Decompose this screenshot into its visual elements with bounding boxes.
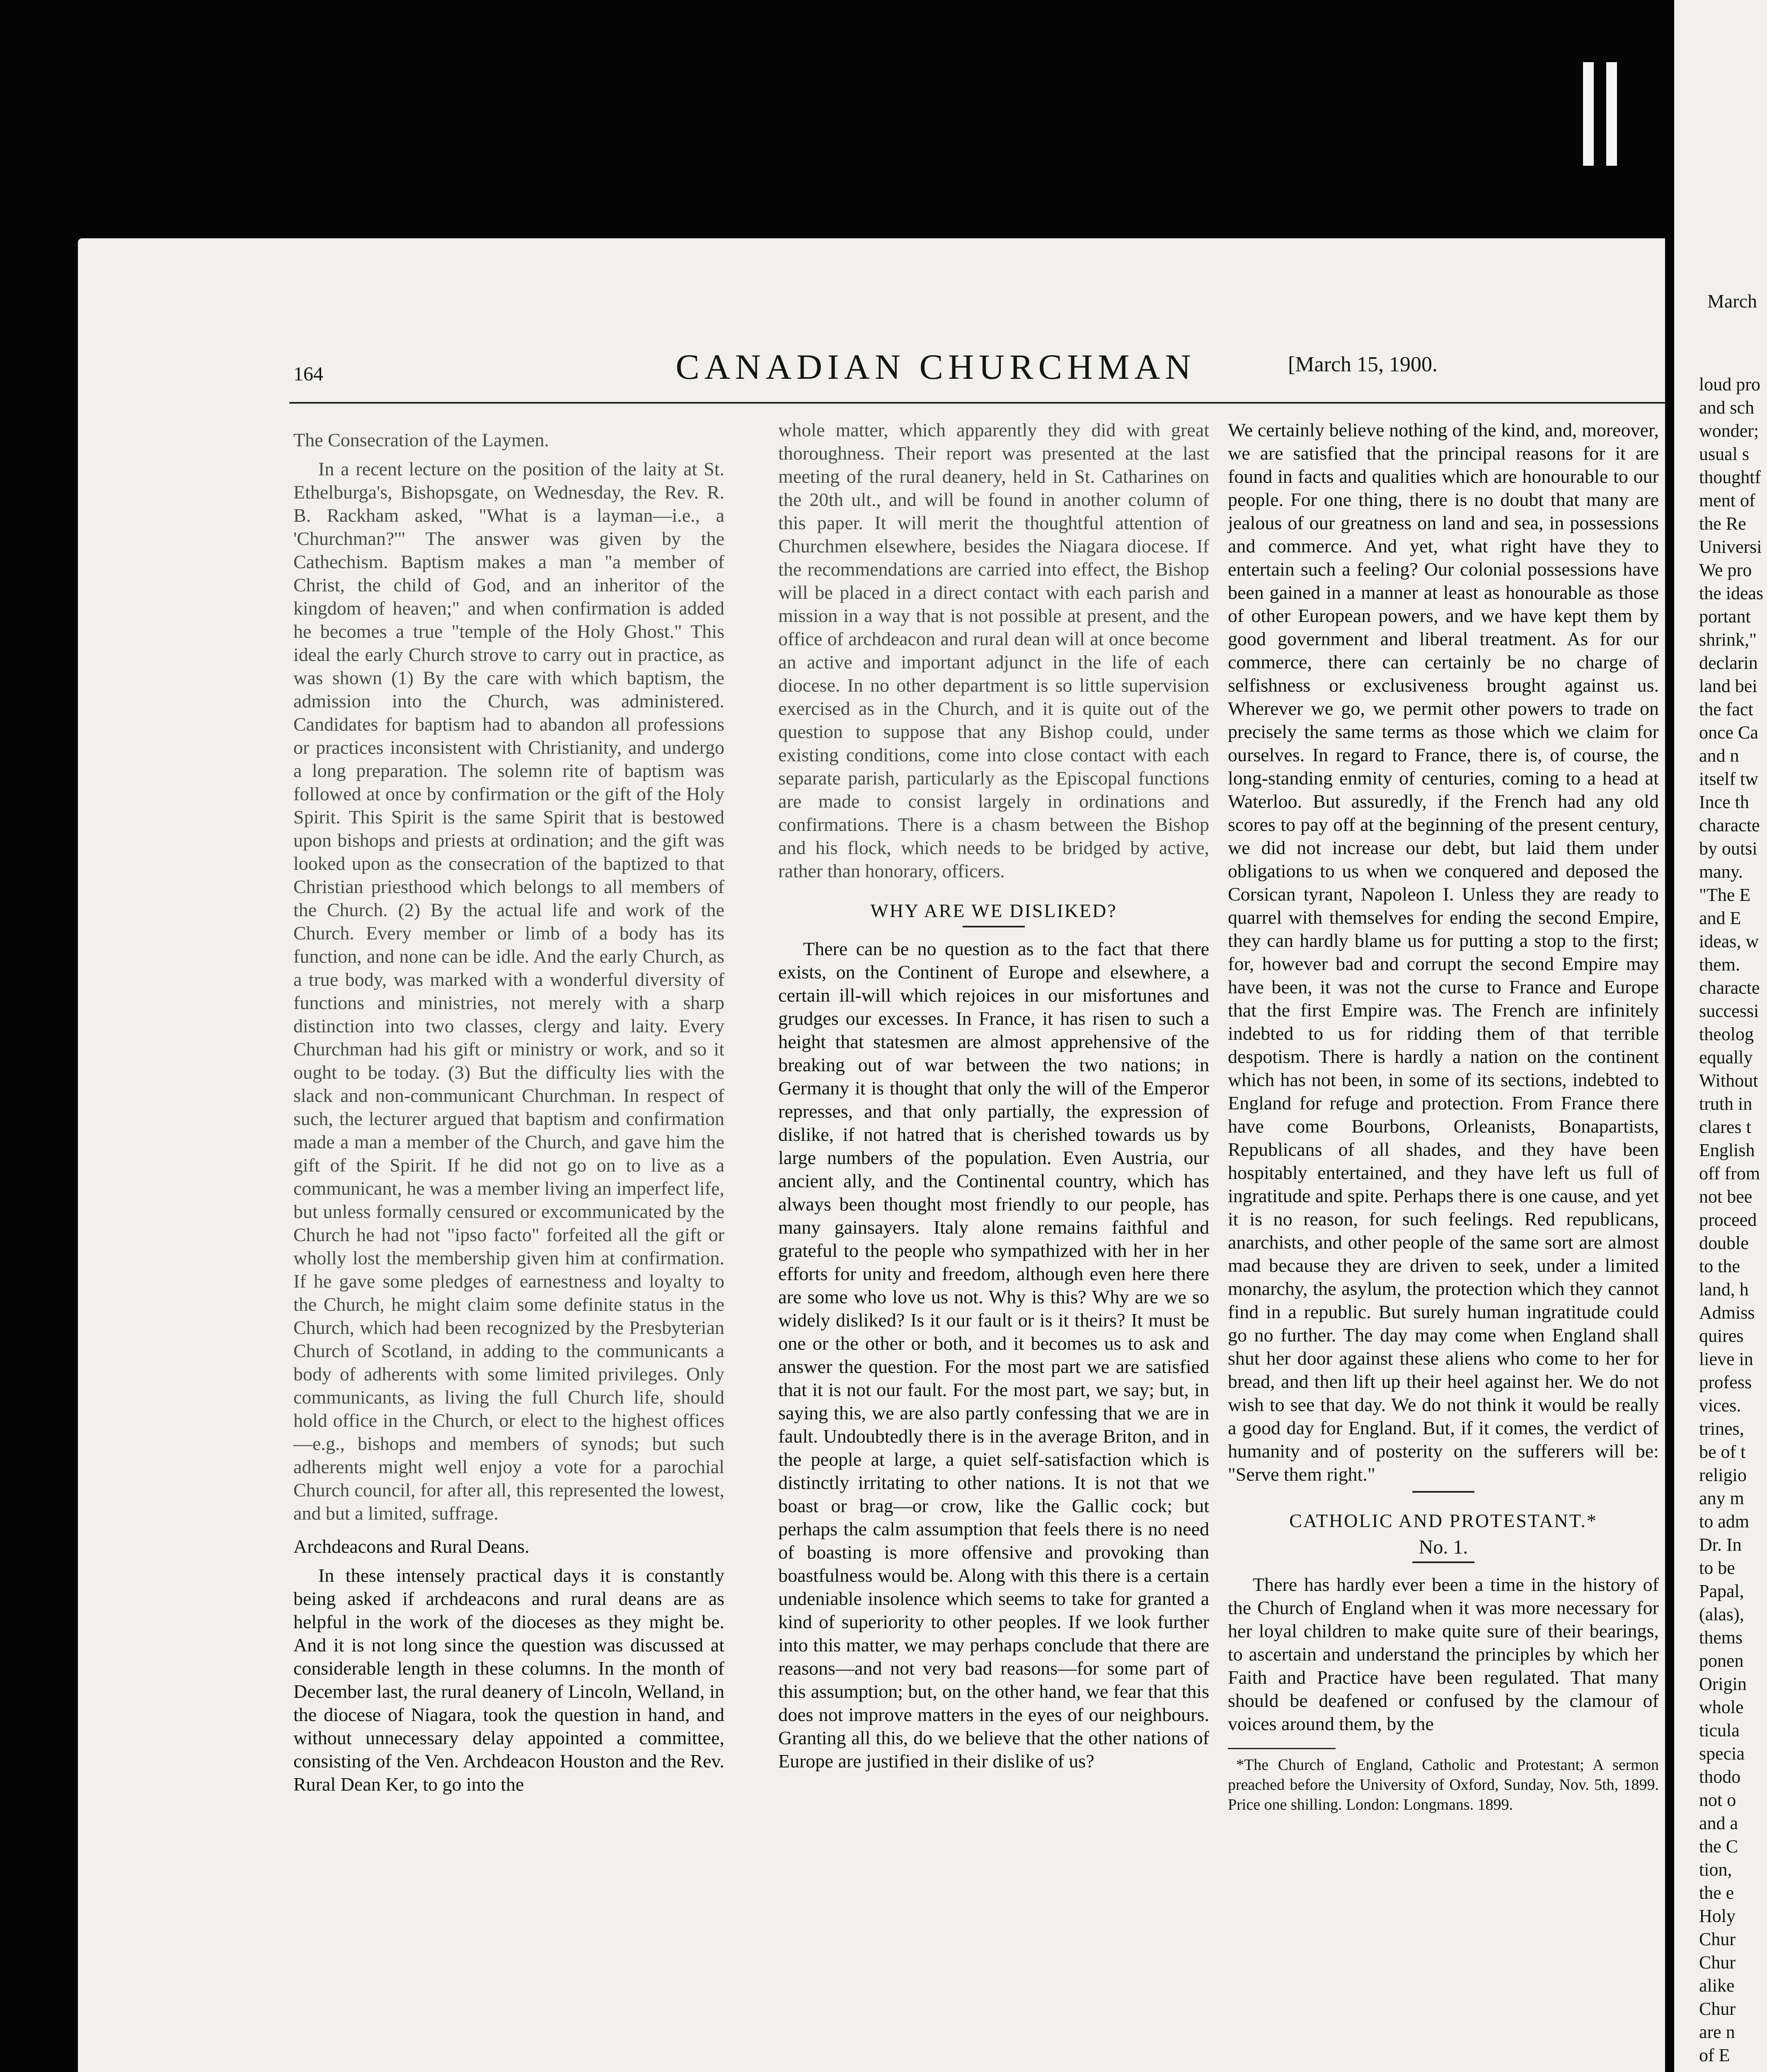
adjacent-page-line: (alas), xyxy=(1699,1604,1744,1624)
adjacent-page-line: whole xyxy=(1699,1697,1744,1717)
adjacent-page-line: not o xyxy=(1699,1790,1736,1810)
adjacent-page-line: thems xyxy=(1699,1627,1743,1648)
adjacent-page-line: by outsi xyxy=(1699,838,1757,859)
adjacent-page-line: We pro xyxy=(1699,560,1752,580)
binding-bar xyxy=(1606,62,1617,166)
adjacent-page-line: Papal, xyxy=(1699,1581,1744,1601)
adjacent-page-line: trines, xyxy=(1699,1418,1744,1439)
column-1 xyxy=(293,419,724,1801)
adjacent-page-line: loud pro xyxy=(1699,374,1760,395)
header-rule xyxy=(289,402,1665,404)
adjacent-page-line: are n xyxy=(1699,2022,1735,2042)
adjacent-page-line: successi xyxy=(1699,1001,1759,1021)
adjacent-page-line: land, h xyxy=(1699,1279,1749,1300)
adjacent-page-line: and E xyxy=(1699,908,1741,928)
section-title: CATHOLIC AND PROTESTANT.* xyxy=(1289,1510,1598,1531)
adjacent-page-line: profess xyxy=(1699,1372,1752,1392)
adjacent-page-line: thodo xyxy=(1699,1767,1741,1787)
adjacent-page-line: ment of xyxy=(1699,490,1755,511)
adjacent-page-line: the ideas xyxy=(1699,583,1764,603)
adjacent-page-line: vices. xyxy=(1699,1395,1741,1416)
article-heading: The Consecration of the Laymen. xyxy=(293,429,549,450)
adjacent-page-line: equally xyxy=(1699,1047,1753,1067)
adjacent-page-line: the C xyxy=(1699,1836,1738,1857)
article-paragraph: There can be no question as to the fact that there exists, on the Continent of Europe and elsewhere, a certain ill-will which rejoices in our misfortunes and grudges our excesses. In France, it has risen to such a height that statesmen are almost apprehensive of the breaking out of war between the two nations; in Germany it is thought that only the will of the Emperor represses, and that only partially, the expression of dislike, if not hatred that is cherished towards us by large numbers of the population. Even Austria, our ancient ally, and the Continental country, which has always been thought most friendly to our people, has many gainsayers. Italy alone remains faithful and grateful to the people who sympathized with her in her efforts for unity and freedom, although even here there are some who love us not. Why is this? Why are we so widely disliked? Is it our fault or is it theirs? It must be one or the other or both, and it becomes us to ask and answer the question. For the most part we are satisfied that it is not our fault. For the most part, we say; but, in saying this, we are also partly confessing that we are in fault. Undoubtedly there is in the average Briton, and in the people at large, a quiet self-satisfaction which is distinctly irritating to other nations. It is not that we boast or brag—or crow, like the Gallic cock; but perhaps the calm assumption that feels there is no need of boasting is more offensive and provoking than boastfulness would be. Along with this there is a certain undeniable insolence which seems to take for granted a kind of superiority to other peoples. If we look further into this matter, we may perhaps conclude that there are reasons—and not very bad reasons—for some part of this assumption; but, on the other hand, we fear that this does not improve matters in the eyes of our neighbours. Granting all this, do we believe that the other nations of Europe are justified in their dislike of us? xyxy=(778,938,1209,1772)
section-title: WHY ARE WE DISLIKED? xyxy=(870,900,1117,921)
article-paragraph: In these intensely practical days it is constantly being asked if archdeacons and rural deans are as helpful in the work of the dioceses as they might be. And it is not long since the question was discussed at considerable length in these columns. In the month of December last, the rural deanery of Lincoln, Welland, in the diocese of Niagara, took the question in hand, and without unnecessary delay appointed a committee, consisting of the Ven. Archdeacon Houston and the Rev. Rural Dean Ker, to go into the xyxy=(293,1565,724,1795)
adjacent-page-line: characte xyxy=(1699,978,1760,998)
section-rule xyxy=(1412,1491,1474,1493)
adjacent-page-line: truth in xyxy=(1699,1094,1752,1114)
adjacent-page-line: religio xyxy=(1699,1465,1747,1485)
adjacent-page-line: English xyxy=(1699,1140,1755,1160)
adjacent-page-line: ticula xyxy=(1699,1720,1740,1740)
adjacent-page-line: to adm xyxy=(1699,1511,1749,1532)
page-number: 164 xyxy=(293,363,323,385)
adjacent-page-line: tion, xyxy=(1699,1859,1732,1880)
adjacent-page-line: of E xyxy=(1699,2045,1730,2065)
adjacent-page-line: the fact xyxy=(1699,699,1753,719)
issue-date: [March 15, 1900. xyxy=(1288,353,1438,376)
adjacent-page-line: declarin xyxy=(1699,653,1758,673)
adjacent-page-line: Chur xyxy=(1699,1999,1736,2019)
adjacent-page-line: off from xyxy=(1699,1163,1760,1184)
adjacent-page-line: double xyxy=(1699,1233,1749,1253)
adjacent-page-header: March xyxy=(1707,290,1757,312)
adjacent-page-line: and a xyxy=(1699,1813,1738,1833)
adjacent-page-line: ponen xyxy=(1699,1651,1744,1671)
adjacent-page-line: to the xyxy=(1699,1256,1740,1276)
adjacent-page-line: quires xyxy=(1699,1326,1744,1346)
adjacent-page-line: characte xyxy=(1699,815,1760,835)
adjacent-page-line: wonder; xyxy=(1699,421,1759,441)
masthead: CANADIAN CHURCHMAN xyxy=(675,347,1196,387)
adjacent-page-line: "The E xyxy=(1699,885,1751,905)
binding-bar xyxy=(1583,62,1594,166)
adjacent-page-line: and n xyxy=(1699,746,1739,766)
footnote: *The Church of England, Catholic and Protestant; A sermon preached before the University of Oxford, Sunday, Nov. 5th, 1899. Price one shilling. London: Longmans. 1899. xyxy=(1228,1756,1659,1813)
adjacent-page-line: alike xyxy=(1699,1975,1735,1996)
adjacent-page-line: itself tw xyxy=(1699,769,1758,789)
adjacent-page-line: Chur xyxy=(1699,1952,1736,1973)
article-paragraph: In a recent lecture on the position of the laity at St. Ethelburga's, Bishopsgate, on Wednesday, the Rev. R. B. Rackham asked, "What is a layman—i.e., a 'Churchman?'" The answer was given by the Cathechism. Baptism makes a man "a member of Christ, the child of God, and an inheritor of the kingdom of heaven;" and when confirmation is added he becomes a true "temple of the Holy Ghost." This ideal the early Church strove to carry out in practice, as was shown (1) By the care with which baptism, the admission into the Church, was administered. Candidates for baptism had to abandon all professions or practices inconsistent with Christianity, and undergo a long preparation. The solemn rite of baptism was followed at once by confirmation or the gift of the Holy Spirit. This Spirit is the same Spirit that is bestowed upon bishops and priests at ordination; and the gift was looked upon as the consecration of the baptized to that Christian priesthood which belongs to all members of the Church. (2) By the actual life and work of the Church. Every member or limb of a body has its function, and none can be idle. And the early Church, as a true body, was marked with a wonderful diversity of functions and ministries, not merely with a sharp distinction into two classes, clergy and laity. Every Churchman had his gift or ministry or work, and so it ought to be today. (3) But the difficulty lies with the slack and non-communicant Churchman. In respect of such, the lecturer argued that baptism and confirmation made a man a member of the Church, and gave him the gift of the Spirit. If he did not go on to live as a communicant, he was a member living an imperfect life, but unless formally censured or excommunicated by the Church he had not "ipso facto" forfeited all the gift or wholly lost the membership given him at confirmation. If he gave some pledges of earnestness and loyalty to the Church, he might claim some definite status in the Church, which had been recognized by the Presbyterian Church of Scotland, in adding to the communicants a body of adherents with some limited privileges. Only communicants, as living the full Church life, should hold office in the Church, or elect to the highest offices—e.g., bishops and members of synods; but such adherents might well enjoy a vote for a parochial Church council, for after all, this represented the lowest, and but a limited, suffrage. xyxy=(293,458,724,1524)
adjacent-page-line: proceed xyxy=(1699,1210,1757,1230)
adjacent-page-line: any m xyxy=(1699,1488,1744,1508)
article-paragraph: whole matter, which apparently they did with great thoroughness. Their report was presented at the last meeting of the rural deanery, held in St. Catharines on the 20th ult., and will be found in another column of this paper. It will merit the thoughtful attention of Churchmen elsewhere, besides the Niagara diocese. If the recommendations are carried into effect, the Bishop will be placed in a direct contact with each parish and mission in a way that is not possible at present, and the office of archdeacon and rural dean will at once become an active and important adjunct in the life of each diocese. In no other department is so little supervision exercised as in the Church, and it is quite out of the question to suppose that any Bishop could, under existing conditions, come into close contact with each separate parish, particularly as the Episcopal functions are made to consist largely in ordinations and confirmations. There is a chasm between the Bishop and his flock, which needs to be bridged by active, rather than honorary, officers. xyxy=(778,419,1209,881)
adjacent-page-line: ideas, w xyxy=(1699,931,1759,951)
column-2 xyxy=(778,419,1209,1778)
newspaper-page xyxy=(78,238,1665,2072)
adjacent-page-line: not bee xyxy=(1699,1186,1752,1207)
binding-marks xyxy=(1583,62,1620,170)
adjacent-page-line: Chur xyxy=(1699,1929,1736,1949)
adjacent-page-line: thoughtf xyxy=(1699,467,1761,487)
adjacent-page-line: them. xyxy=(1699,954,1740,975)
adjacent-page-line: Admiss xyxy=(1699,1302,1755,1323)
article-paragraph: There has hardly ever been a time in the history of the Church of England when it was more necessary for her loyal children to make quite sure of their bearings, to ascertain and understand the principles by which her Faith and Practice have been regulated. That many should be deafened or confused by the clamour of voices around them, by the xyxy=(1228,1574,1659,1734)
adjacent-page-line: Origin xyxy=(1699,1674,1747,1694)
adjacent-page-line: and sch xyxy=(1699,397,1755,418)
adjacent-page-line: Holy xyxy=(1699,1906,1736,1926)
adjacent-page-line: land bei xyxy=(1699,676,1757,696)
adjacent-page-line: Universi xyxy=(1699,537,1762,557)
adjacent-page-line: lieve in xyxy=(1699,1349,1753,1369)
article-heading: Archdeacons and Rural Deans. xyxy=(293,1536,530,1557)
footnote-rule xyxy=(1228,1748,1336,1749)
section-rule xyxy=(963,926,1025,927)
adjacent-page-line: to be xyxy=(1699,1558,1735,1578)
column-3 xyxy=(1228,419,1659,1815)
adjacent-page-line: be of t xyxy=(1699,1442,1746,1462)
adjacent-page-line: portant xyxy=(1699,606,1751,627)
adjacent-page-text xyxy=(1699,373,1767,2067)
adjacent-page-line: Ince th xyxy=(1699,792,1749,812)
adjacent-page xyxy=(1674,0,1767,2072)
adjacent-page-line: many. xyxy=(1699,862,1743,882)
adjacent-page-line: the e xyxy=(1699,1883,1734,1903)
adjacent-page-line: once Ca xyxy=(1699,722,1758,743)
section-rule xyxy=(1412,1561,1474,1563)
adjacent-page-line: clares t xyxy=(1699,1117,1751,1137)
adjacent-page-line: shrink," xyxy=(1699,629,1757,650)
section-number: No. 1. xyxy=(1418,1536,1468,1558)
adjacent-page-line: usual s xyxy=(1699,444,1749,464)
article-paragraph: We certainly believe nothing of the kind, and, moreover, we are satisfied that the principal reasons for it are found in facts and qualities which are honourable to our people. For one thing, there is no doubt that many are jealous of our greatness on land and sea, in possessions and commerce. And yet, what right have they to entertain such a feeling? Our colonial possessions have been gained in a manner at least as honourable as those of other European powers, and we have kept them by good government and liberal treatment. As for our commerce, there can certainly be no charge of selfishness or exclusiveness brought against us. Wherever we go, we permit other powers to trade on precisely the same terms as those which we claim for ourselves. In regard to France, there is, of course, the long-standing enmity of centuries, coming to a head at Waterloo. But assuredly, if the French had any old scores to pay off at the beginning of the present century, we did not increase our debt, but laid them under obligations to us when we conquered and deposed the Corsican tyrant, Napoleon I. Unless they are ready to quarrel with themselves for ending the second Empire, they can hardly blame us for putting a stop to the first; for, however bad and corrupt the second Empire may have been, it was not the curse to France and Europe that the first Empire was. The French are infinitely indebted to us for ridding them of that terrible despotism. There is hardly a nation on the continent which has not been, in some of its sections, indebted to England for refuge and protection. From France there have come Bourbons, Orleanists, Bonapartists, Republicans of all shades, and they have been hospitably entertained, and they have left us full of ingratitude and spite. Perhaps there is one cause, and yet it is no reason, for such feelings. Red republicans, anarchists, and other people of the same sort are almost mad because they are driven to seek, under a limited monarchy, the asylum, the protection which they cannot find in a republic. But surely human ingratitude could go no further. The day may come when England shall shut her door against these aliens who come to her for bread, and then lift up their heel against her. We do not wish to see that day. We do not think it would be really a good day for England. But, if it comes, the verdict of humanity and of posterity on the sufferers will be: "Serve them right." xyxy=(1228,419,1659,1485)
adjacent-page-line: Dr. In xyxy=(1699,1535,1742,1555)
adjacent-page-line: specia xyxy=(1699,1743,1745,1764)
adjacent-page-line: Without xyxy=(1699,1070,1758,1091)
adjacent-page-line: theolog xyxy=(1699,1024,1754,1044)
adjacent-page-line: the Re xyxy=(1699,513,1746,534)
